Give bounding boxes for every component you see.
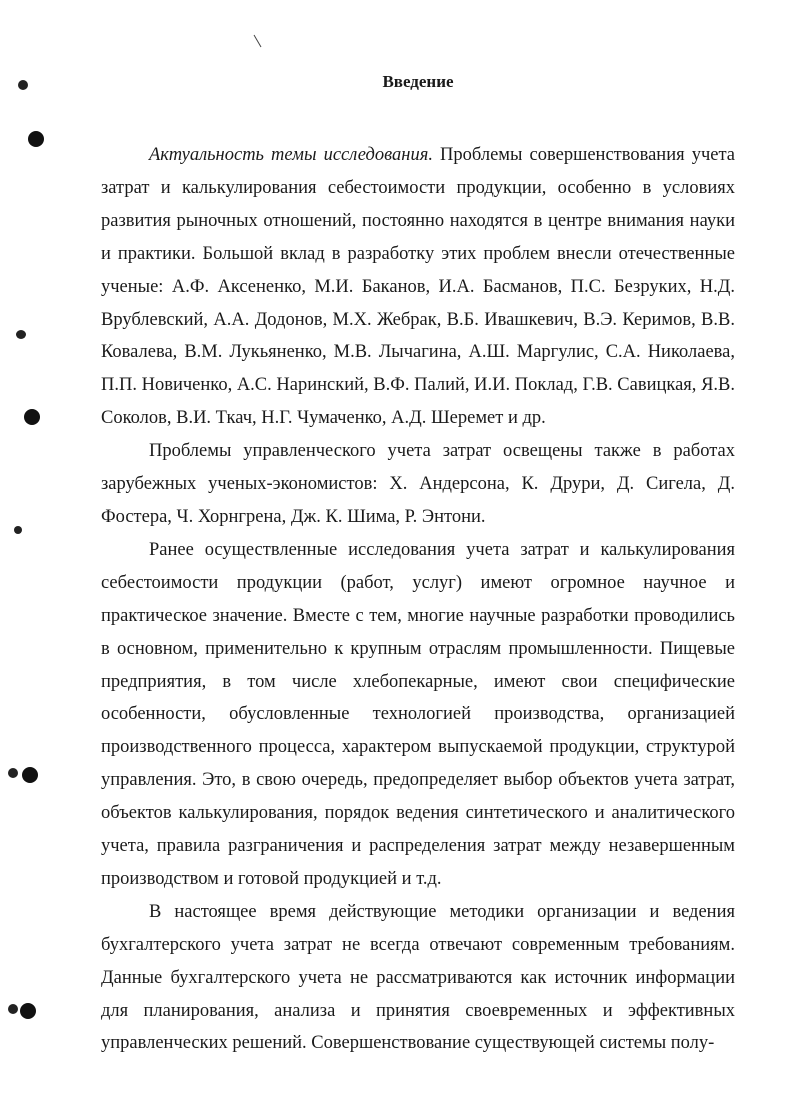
paragraph-text: Проблемы совершенствования учета затрат и калькулирования себестоимости продукции, особенно в условиях развития рыночных отношений, постоянно находятся в центре внимания науки и практики. Большой вклад в разработку этих проблем внесли отечественные ученые: А.Ф. Аксененко, М.И. Баканов, И.А. Басманов, П.С. Безруких, Н.Д. Врублевский, А.А. Додонов, М.Х. Жебрак, В.Б. Ивашкевич, В.Э. Керимов, В.В. Ковалева, В.М. Лукьяненко, М.В. Лычагина, А.Ш. Маргулис, С.А. Николаева, П.П. Новиченко, А.С. Наринский, В.Ф. Палий, И.И. Поклад, Г.В. Савицкая, Я.В. Соколов, В.И. Ткач, Н.Г. Чумаченко, А.Д. Шеремет и др. <box>101 145 735 429</box>
page-title: Введение <box>382 72 454 91</box>
binder-hole <box>24 409 40 425</box>
body-text <box>101 139 735 1060</box>
binder-hole <box>20 1003 36 1019</box>
paragraph-relevance <box>101 139 735 435</box>
scan-speck <box>8 1004 18 1014</box>
scan-mark <box>254 35 262 48</box>
binder-hole <box>22 767 38 783</box>
relevance-heading: Актуальность темы исследования. <box>149 145 433 165</box>
paragraph-previous-research: Ранее осуществленные исследования учета затрат и калькулирования себестоимости продукции (работ, услуг) имеют огромное научное и практическое значение. Вместе с тем, многие научные разработки проводились в основном, применительно к крупным отраслям промышленности. Пищевые предприятия, в том числе хлебопекарные, имеют свои специфические особенности, обусловленные технологией производства, организацией производственного процесса, характером выпускаемой продукции, структурой управления. Это, в свою очередь, предопределяет выбор объектов учета затрат, объектов калькулирования, порядок ведения синтетического и аналитического учета, правила разграничения и распределения затрат между незавершенным производством и готовой продукцией и т.д. <box>101 539 735 889</box>
paragraph-current-methods: В настоящее время действующие методики организации и ведения бухгалтерского учета затрат не всегда отвечают современным требованиям. Данные бухгалтерского учета не рассматриваются как источник информации для планирования, анализа и принятия своевременных и эффективных управленческих решений. Совершенствование существующей системы полу- <box>101 901 735 1054</box>
binder-hole <box>28 131 44 147</box>
scan-speck <box>8 768 18 778</box>
paragraph-foreign-authors: Проблемы управленческого учета затрат освещены также в работах зарубежных ученых-экономистов: Х. Андерсона, К. Друри, Д. Сигела, Д. Фостера, Ч. Хорнгрена, Дж. К. Шима, Р. Энтони. <box>101 441 735 527</box>
scan-speck <box>14 526 22 534</box>
scan-speck <box>16 330 26 339</box>
